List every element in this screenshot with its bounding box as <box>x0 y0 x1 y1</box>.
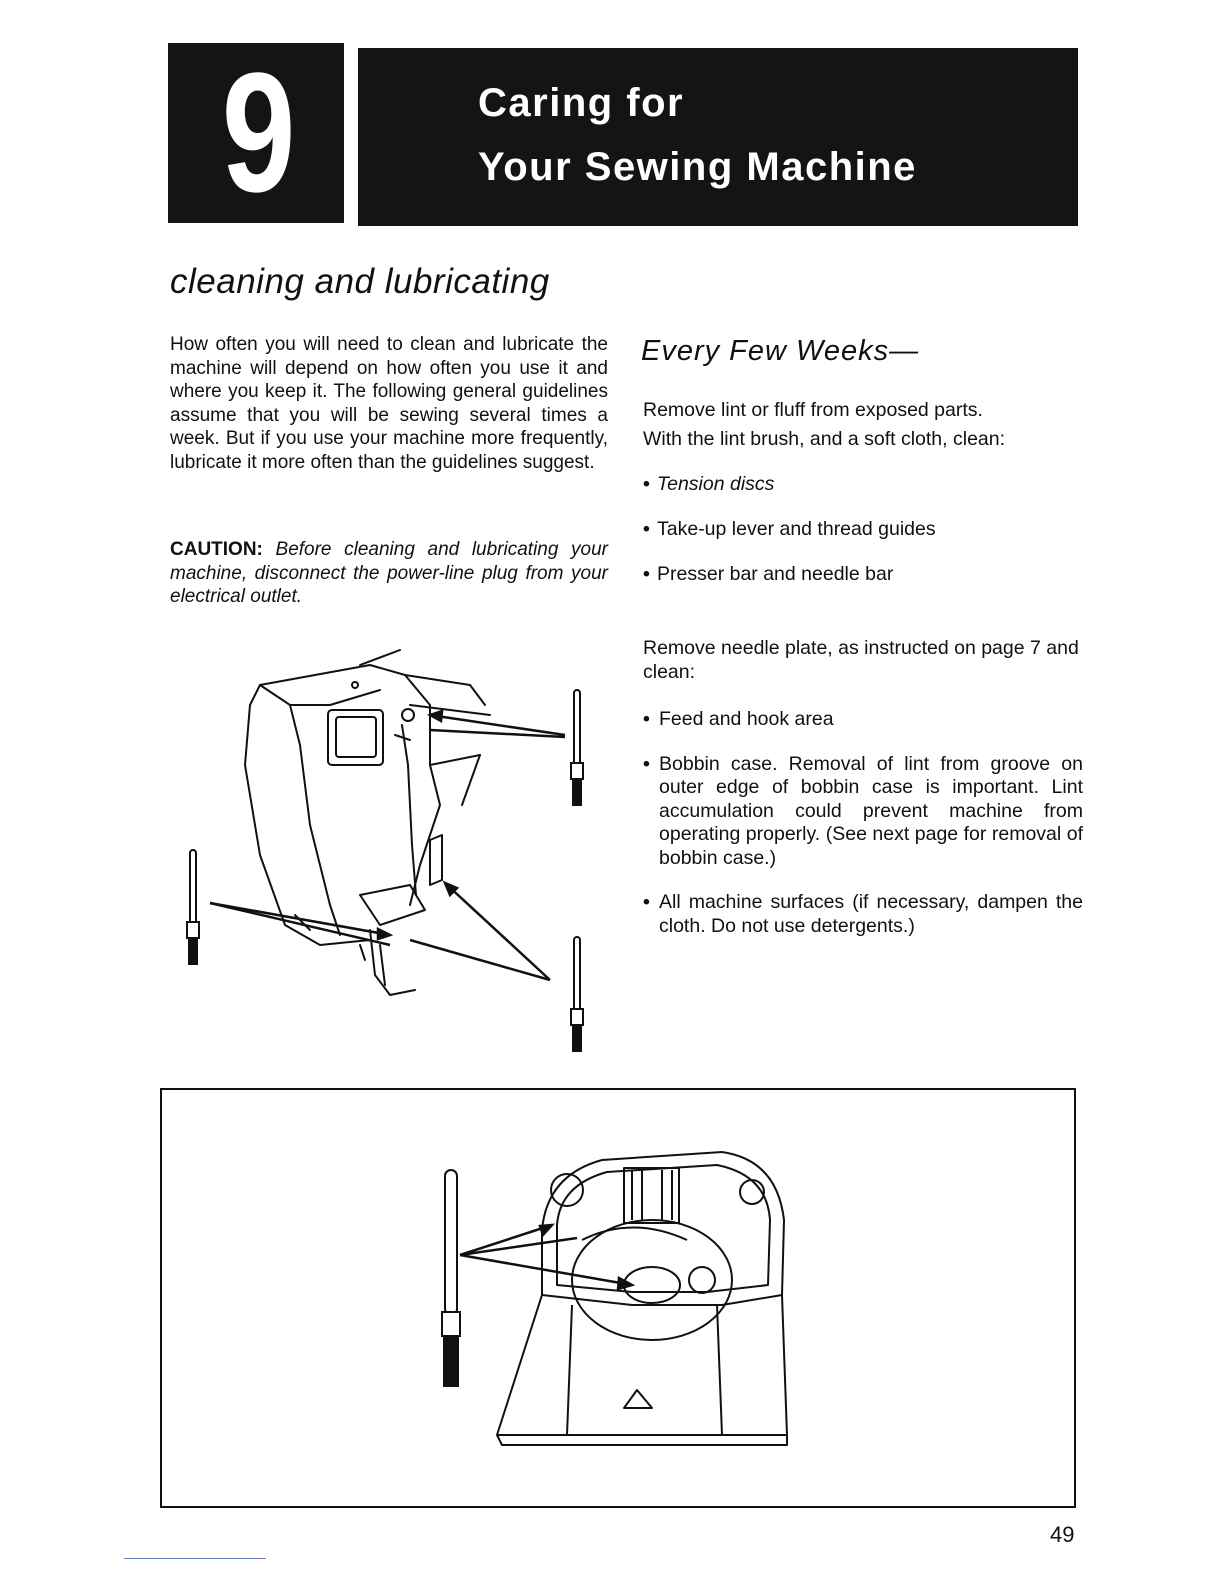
list-item-text: Feed and hook area <box>659 708 834 730</box>
caution-text: Before cleaning and lubricating your machine, disconnect the power-line plug from your electrical outlet. <box>170 539 609 607</box>
needle-plate-area-list <box>643 708 1083 959</box>
chapter-number: 9 <box>221 38 291 228</box>
feed-and-hook-illustration-frame <box>160 1088 1076 1508</box>
bullet-icon: • <box>643 563 650 585</box>
caution-note <box>170 538 608 609</box>
list-item <box>643 515 1083 560</box>
lint-brush-icon <box>571 690 583 805</box>
intro-paragraph: How often you will need to clean and lubricate the machine will depend on how often you use it and where you keep it. The following general guidelines assume that you will be sewing several times a week. But if you use your machine more frequently, lubricate it more often than the guidelines suggest. <box>170 334 608 473</box>
list-item-text: Tension discs <box>657 473 775 495</box>
chapter-title-line-2: Your Sewing Machine <box>478 145 917 189</box>
list-item <box>643 560 1083 605</box>
chapter-number-box <box>168 38 344 228</box>
chapter-title-line-1: Caring for <box>478 81 685 125</box>
list-item <box>643 708 1083 732</box>
page-number: 49 <box>1050 1522 1075 1547</box>
bullet-icon: • <box>643 473 650 495</box>
feed-and-hook-illustration <box>162 1090 1074 1506</box>
sewing-machine-head-illustration <box>180 645 600 1055</box>
bullet-icon: • <box>643 708 650 730</box>
caution-label: CAUTION: <box>170 539 263 560</box>
exposed-parts-list <box>643 470 1083 605</box>
lint-instruction-line-1: Remove lint or fluff from exposed parts. <box>643 399 983 421</box>
chapter-title-bar <box>358 48 1078 226</box>
bullet-icon: • <box>643 891 650 913</box>
bullet-icon: • <box>643 752 650 775</box>
list-item <box>643 470 1083 515</box>
section-heading: cleaning and lubricating <box>170 262 550 301</box>
lint-instruction-line-2: With the lint brush, and a soft cloth, clean: <box>643 428 1006 450</box>
footer-rule <box>124 1558 266 1559</box>
list-item-text: Presser bar and needle bar <box>657 563 894 585</box>
needle-plate-instruction: Remove needle plate, as instructed on page 7 and clean: <box>643 637 1079 683</box>
every-few-weeks-heading: Every Few Weeks— <box>641 335 920 367</box>
list-item-text: Bobbin case. Removal of lint from groove on outer edge of bobbin case is important. Lint accumulation could prevent machine from operating properly. (See next page for removal of bobbin case.) <box>659 752 1083 869</box>
list-item-text: All machine surfaces (if necessary, dampen the cloth. Do not use detergents.) <box>659 891 1083 937</box>
list-item <box>643 891 1083 938</box>
list-item-text: Take-up lever and thread guides <box>657 518 936 540</box>
lint-instructions <box>643 396 1083 454</box>
bullet-icon: • <box>643 518 650 540</box>
list-item <box>643 753 1083 871</box>
